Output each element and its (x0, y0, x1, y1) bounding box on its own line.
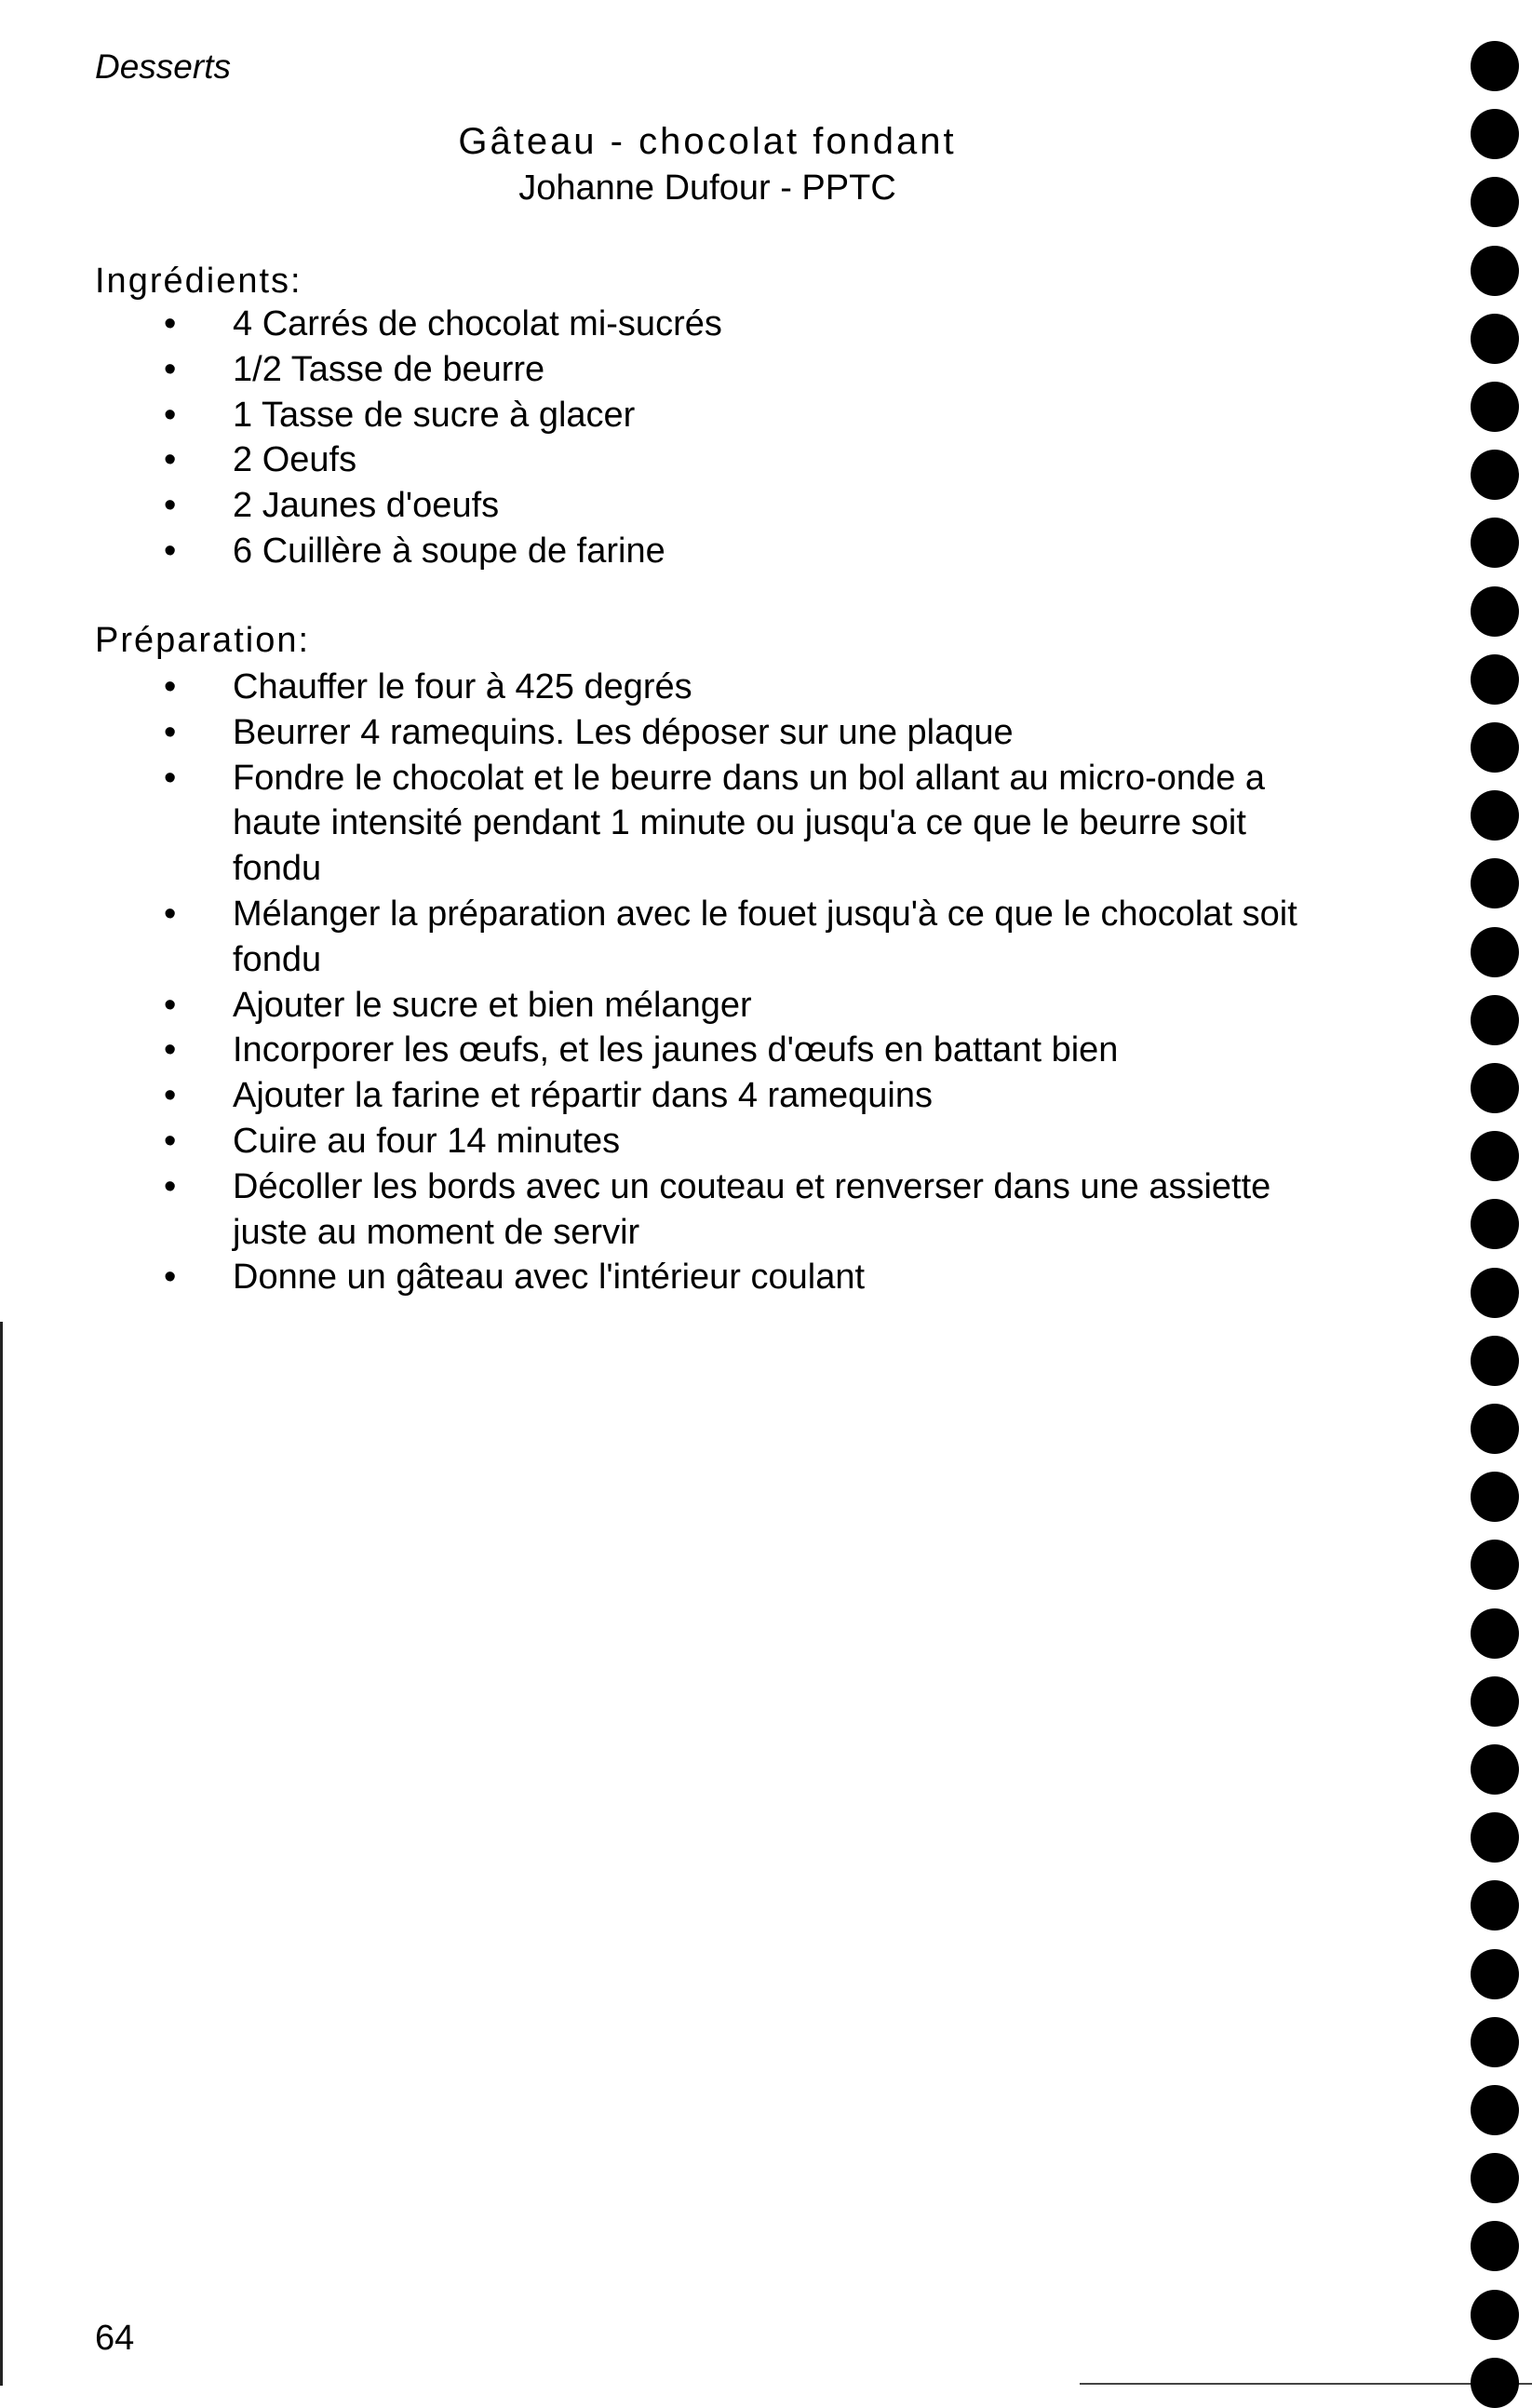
binding-hole (1471, 2017, 1519, 2067)
preparation-step (0, 892, 1303, 983)
binding-hole (1471, 1336, 1519, 1386)
bullet-icon: • (164, 758, 177, 798)
preparation-step (0, 710, 1303, 756)
bullet-icon: • (164, 667, 177, 706)
bullet-icon: • (164, 1166, 177, 1206)
bullet-icon: • (164, 894, 177, 934)
preparation-list (0, 665, 1303, 1300)
binding-hole (1471, 927, 1519, 977)
binding-hole (1471, 2153, 1519, 2203)
step-text: Donne un gâteau avec l'intérieur coulant (233, 1258, 866, 1298)
preparation-step (0, 756, 1303, 892)
ingredient-text: 2 Oeufs (233, 440, 357, 480)
bullet-icon: • (164, 304, 177, 343)
preparation-step (0, 1028, 1303, 1073)
binding-hole (1471, 1268, 1519, 1318)
step-text: Ajouter la farine et répartir dans 4 ramequins (233, 1076, 933, 1116)
binding-hole (1471, 790, 1519, 841)
binding-hole (1471, 1608, 1519, 1659)
binding-hole (1471, 2221, 1519, 2271)
binding-hole (1471, 1199, 1519, 1249)
preparation-step (0, 1164, 1303, 1256)
step-text: Incorporer les œufs, et les jaunes d'œufs en battant bien (233, 1030, 1119, 1070)
binding-hole (1471, 2085, 1519, 2135)
binding-hole (1471, 2358, 1519, 2408)
ingredient-item (0, 483, 1303, 529)
ingredients-list (0, 302, 1303, 574)
recipe-author: Johanne Dufour - PPTC (518, 168, 896, 208)
bullet-icon: • (164, 349, 177, 389)
step-text: Cuire au four 14 minutes (233, 1121, 621, 1161)
ingredient-item (0, 437, 1303, 483)
preparation-heading: Préparation: (95, 621, 311, 660)
binding-hole (1471, 109, 1519, 159)
preparation-step (0, 983, 1303, 1029)
preparation-step (0, 1073, 1303, 1119)
step-text: Beurrer 4 ramequins. Les déposer sur une plaque (233, 712, 1014, 752)
bullet-icon: • (164, 985, 177, 1025)
preparation-step (0, 1255, 1303, 1300)
binding-hole (1471, 41, 1519, 91)
binding-hole (1471, 518, 1519, 568)
bullet-icon: • (164, 486, 177, 526)
binding-hole (1471, 246, 1519, 296)
bullet-icon: • (164, 395, 177, 435)
binding-hole (1471, 314, 1519, 364)
preparation-step (0, 1119, 1303, 1164)
ingredient-text: 1 Tasse de sucre à glacer (233, 395, 636, 435)
bullet-icon: • (164, 440, 177, 480)
ingredients-heading: Ingrédients: (95, 262, 302, 301)
bullet-icon: • (164, 1030, 177, 1070)
binding-hole (1471, 382, 1519, 432)
step-text: Fondre le chocolat et le beurre dans un bol allant au micro-onde a haute intensité pendant 1 minute ou jusqu'a ce que le beurre soit fondu (233, 758, 1266, 889)
binding-hole (1471, 1812, 1519, 1863)
step-text: Ajouter le sucre et bien mélanger (233, 985, 752, 1025)
binding-hole (1471, 1949, 1519, 1999)
recipe-title: Gâteau - chocolat fondant (458, 121, 957, 162)
binding-hole (1471, 586, 1519, 637)
binding-hole (1471, 995, 1519, 1045)
bullet-icon: • (164, 712, 177, 752)
binding-hole (1471, 1540, 1519, 1590)
page-edge-line (0, 1322, 3, 2386)
ingredient-text: 6 Cuillère à soupe de farine (233, 531, 665, 571)
binding-hole (1471, 858, 1519, 908)
bullet-icon: • (164, 531, 177, 571)
binding-hole (1471, 1472, 1519, 1522)
ingredient-item (0, 347, 1303, 393)
binding-hole (1471, 1744, 1519, 1795)
ingredient-item (0, 393, 1303, 438)
bullet-icon: • (164, 1121, 177, 1161)
step-text: Chauffer le four à 425 degrés (233, 667, 692, 706)
binding-hole (1471, 1404, 1519, 1454)
binding-hole (1471, 1676, 1519, 1727)
binding-hole (1471, 1880, 1519, 1930)
binding-hole (1471, 1063, 1519, 1113)
page-number: 64 (95, 2319, 135, 2358)
bullet-icon: • (164, 1258, 177, 1298)
binding-hole (1471, 2290, 1519, 2340)
section-header: Desserts (95, 47, 231, 86)
binding-hole (1471, 450, 1519, 500)
ingredient-item (0, 302, 1303, 347)
binding-hole (1471, 1131, 1519, 1181)
ingredient-text: 4 Carrés de chocolat mi-sucrés (233, 304, 722, 343)
bullet-icon: • (164, 1076, 177, 1116)
ingredient-item (0, 529, 1303, 574)
ingredient-text: 2 Jaunes d'oeufs (233, 486, 500, 526)
preparation-step (0, 665, 1303, 710)
binding-hole (1471, 177, 1519, 227)
binding-hole (1471, 654, 1519, 705)
ingredient-text: 1/2 Tasse de beurre (233, 349, 545, 389)
binding-hole (1471, 722, 1519, 773)
step-text: Mélanger la préparation avec le fouet jusqu'à ce que le chocolat soit fondu (233, 894, 1297, 979)
page-edge-line-bottom (1080, 2383, 1532, 2385)
step-text: Décoller les bords avec un couteau et renverser dans une assiette juste au moment de servir (233, 1166, 1271, 1252)
